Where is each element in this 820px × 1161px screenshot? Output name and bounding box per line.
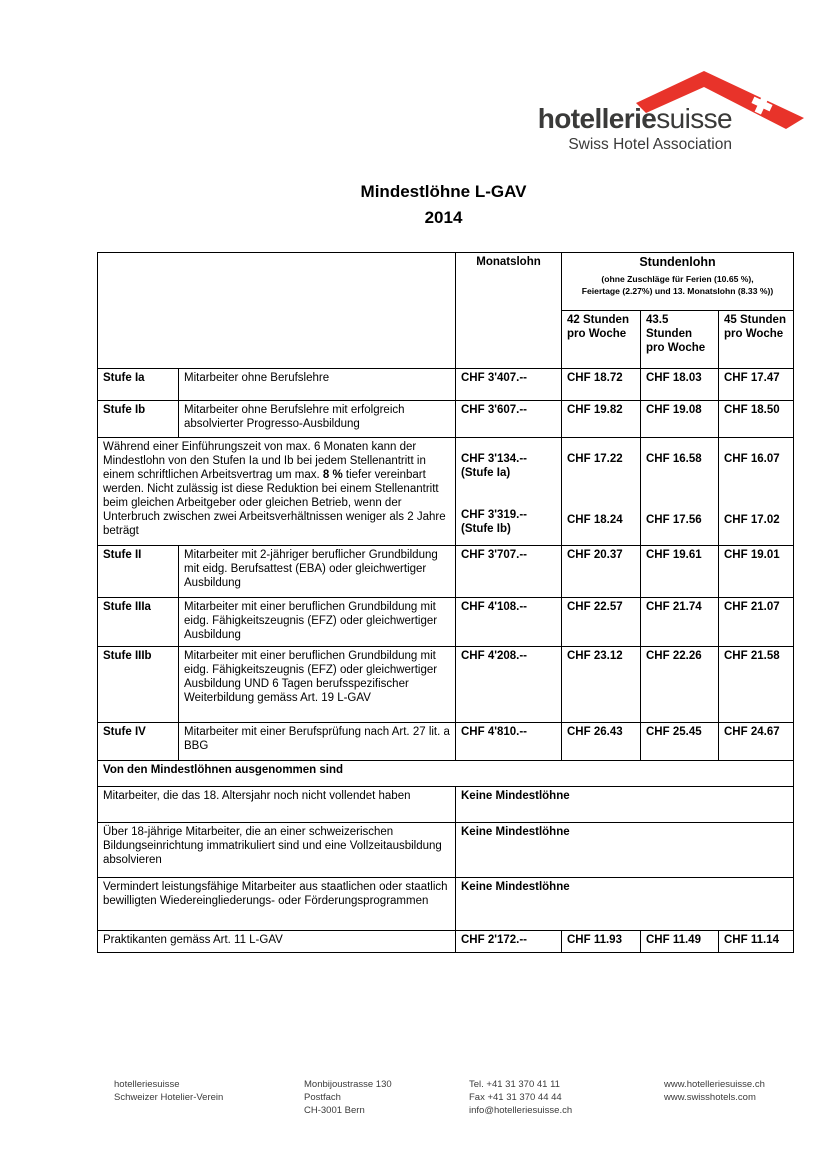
logo-word-part2: suisse <box>656 103 732 134</box>
logo-word-part1: hotellerie <box>537 103 657 134</box>
stufe-label: Stufe Ib <box>98 401 179 438</box>
praktikanten-description: Praktikanten gemäss Art. 11 L-GAV <box>98 931 456 953</box>
exemption-value: Keine Mindestlöhne <box>456 878 794 931</box>
stufe-description: Mitarbeiter ohne Berufslehre mit erfolgreich absolvierter Progresso-Ausbildung <box>179 401 456 438</box>
footer-organisation: hotelleriesuisse Schweizer Hotelier-Verein <box>114 1079 224 1103</box>
cell-monthly: CHF 3'607.-- <box>456 401 562 438</box>
header-42h: 42 Stunden pro Woche <box>562 311 641 369</box>
cell-hourly-43-5: CHF 11.49 <box>641 931 719 953</box>
stufe-label: Stufe IV <box>98 723 179 761</box>
cell-monthly: CHF 4'810.-- <box>456 723 562 761</box>
table-row-stufe-ii <box>98 546 794 598</box>
header-stundenlohn <box>562 253 794 311</box>
cell-hourly-42: CHF 11.93 <box>562 931 641 953</box>
footer-websites: www.hotelleriesuisse.ch www.swisshotels.com <box>664 1079 765 1103</box>
document-title-line2: 2014 <box>424 208 463 227</box>
exemption-description: Über 18-jährige Mitarbeiter, die an einer schweizerischen Bildungseinrichtung immatrikuliert sind und eine Vollzeitausbildung absolvieren <box>98 823 456 878</box>
cell-hourly-43-5: CHF 25.45 <box>641 723 719 761</box>
cell-monthly: CHF 4'108.-- <box>456 598 562 647</box>
cell-hourly-45: CHF 17.47 <box>719 369 794 401</box>
exemption-value: Keine Mindestlöhne <box>456 787 794 823</box>
cell-monthly: CHF 4'208.-- <box>456 647 562 723</box>
cell-hourly-45: CHF 11.14 <box>719 931 794 953</box>
cell-hourly-45: CHF 19.01 <box>719 546 794 598</box>
cell-monthly: CHF 3'707.-- <box>456 546 562 598</box>
cell-monthly: CHF 3'407.-- <box>456 369 562 401</box>
stufe-description: Mitarbeiter mit einer Berufsprüfung nach Art. 27 lit. a BBG <box>179 723 456 761</box>
table-row-stufe-ia <box>98 369 794 401</box>
header-monatslohn: Monatslohn <box>456 253 562 369</box>
stufe-description: Mitarbeiter mit einer beruflichen Grundbildung mit eidg. Fähigkeitszeugnis (EFZ) oder gleichwertiger Ausbildung UND 6 Tagen berufsspezifischer Weiterbildung gemäss Art. 19 L-GAV <box>179 647 456 723</box>
cell-hourly-42: CHF 23.12 <box>562 647 641 723</box>
table-row-stufe-iv <box>98 723 794 761</box>
cell-hourly-45: CHF 18.50 <box>719 401 794 438</box>
table-row-stufe-ib <box>98 401 794 438</box>
cell-hourly-43-5: CHF 19.61 <box>641 546 719 598</box>
cell-hourly-43-5: CHF 19.08 <box>641 401 719 438</box>
document-title-line1: Mindestlöhne L-GAV <box>360 182 527 201</box>
cell-hourly-45-stacked: CHF 16.07 CHF 17.02 <box>719 438 794 546</box>
table-row-praktikanten <box>98 931 794 953</box>
cell-hourly-43-5: CHF 21.74 <box>641 598 719 647</box>
minimum-wage-table <box>97 252 794 953</box>
exemption-value: Keine Mindestlöhne <box>456 823 794 878</box>
cell-hourly-42-stacked: CHF 17.22 CHF 18.24 <box>562 438 641 546</box>
header-45h: 45 Stunden pro Woche <box>719 311 794 369</box>
header-stundenlohn-note: (ohne Zuschläge für Ferien (10.65 %), Feiertage (2.27%) und 13. Monatslohn (8.33 %)) <box>581 274 774 296</box>
cell-monthly: CHF 2'172.-- <box>456 931 562 953</box>
header-stundenlohn-label: Stundenlohn <box>639 255 716 269</box>
section-header-label: Von den Mindestlöhnen ausgenommen sind <box>98 761 794 787</box>
header-empty-cell <box>98 253 456 369</box>
cell-monthly-stacked: CHF 3'134.-- (Stufe Ia) CHF 3'319.-- (Stufe Ib) <box>456 438 562 546</box>
cell-hourly-42: CHF 22.57 <box>562 598 641 647</box>
exemption-description: Mitarbeiter, die das 18. Altersjahr noch nicht vollendet haben <box>98 787 456 823</box>
table-row-intro-period <box>98 438 794 546</box>
cell-hourly-42: CHF 18.72 <box>562 369 641 401</box>
stufe-label: Stufe II <box>98 546 179 598</box>
footer-address: Monbijoustrasse 130 Postfach CH-3001 Bern <box>304 1079 392 1116</box>
document-title <box>97 179 790 231</box>
table-row-stufe-iiib <box>98 647 794 723</box>
header-43-5h: 43.5 Stunden pro Woche <box>641 311 719 369</box>
table-row-section-header <box>98 761 794 787</box>
stufe-description: Mitarbeiter mit einer beruflichen Grundbildung mit eidg. Fähigkeitszeugnis (EFZ) oder gleichwertiger Ausbildung <box>179 598 456 647</box>
logo-wordmark <box>538 103 732 135</box>
stufe-label: Stufe IIIb <box>98 647 179 723</box>
stufe-label: Stufe Ia <box>98 369 179 401</box>
cell-hourly-43-5-stacked: CHF 16.58 CHF 17.56 <box>641 438 719 546</box>
cell-hourly-42: CHF 19.82 <box>562 401 641 438</box>
table-row-exemption-under18 <box>98 787 794 823</box>
logo-subtitle: Swiss Hotel Association <box>568 136 732 153</box>
table-row-exemption-students <box>98 823 794 878</box>
cell-hourly-42: CHF 20.37 <box>562 546 641 598</box>
footer-contact: Tel. +41 31 370 41 11 Fax +41 31 370 44 44 info@hotelleriesuisse.ch <box>469 1079 573 1116</box>
cell-hourly-42: CHF 26.43 <box>562 723 641 761</box>
stufe-label: Stufe IIIa <box>98 598 179 647</box>
table-row-exemption-programs <box>98 878 794 931</box>
cell-hourly-43-5: CHF 22.26 <box>641 647 719 723</box>
stufe-description: Mitarbeiter mit 2-jähriger beruflicher Grundbildung mit eidg. Berufsattest (EBA) oder gleichwertiger Ausbildung <box>179 546 456 598</box>
cell-hourly-45: CHF 21.58 <box>719 647 794 723</box>
cell-hourly-45: CHF 24.67 <box>719 723 794 761</box>
cell-hourly-45: CHF 21.07 <box>719 598 794 647</box>
exemption-description: Vermindert leistungsfähige Mitarbeiter aus staatlichen oder staatlich bewilligten Wiedereingliederungs- oder Förderungsprogrammen <box>98 878 456 931</box>
cell-hourly-43-5: CHF 18.03 <box>641 369 719 401</box>
stufe-description: Mitarbeiter ohne Berufslehre <box>179 369 456 401</box>
intro-period-text: Während einer Einführungszeit von max. 6 Monaten kann der Mindestlohn von den Stufen Ia und Ib bei jedem Stellenantritt in einem schriftlichen Arbeitsvertrag um max. 8 % tiefer vereinbart werden. Nicht zulässig ist diese Reduktion bei einem Stellenantritt beim gleichen Arbeitgeber oder gleichen Betrieb, wenn der Unterbruch zwischen zwei Arbeitsverhältnissen weniger als 2 Jahre beträgt <box>98 438 456 546</box>
header-row-1 <box>98 253 794 311</box>
table-row-stufe-iiia <box>98 598 794 647</box>
